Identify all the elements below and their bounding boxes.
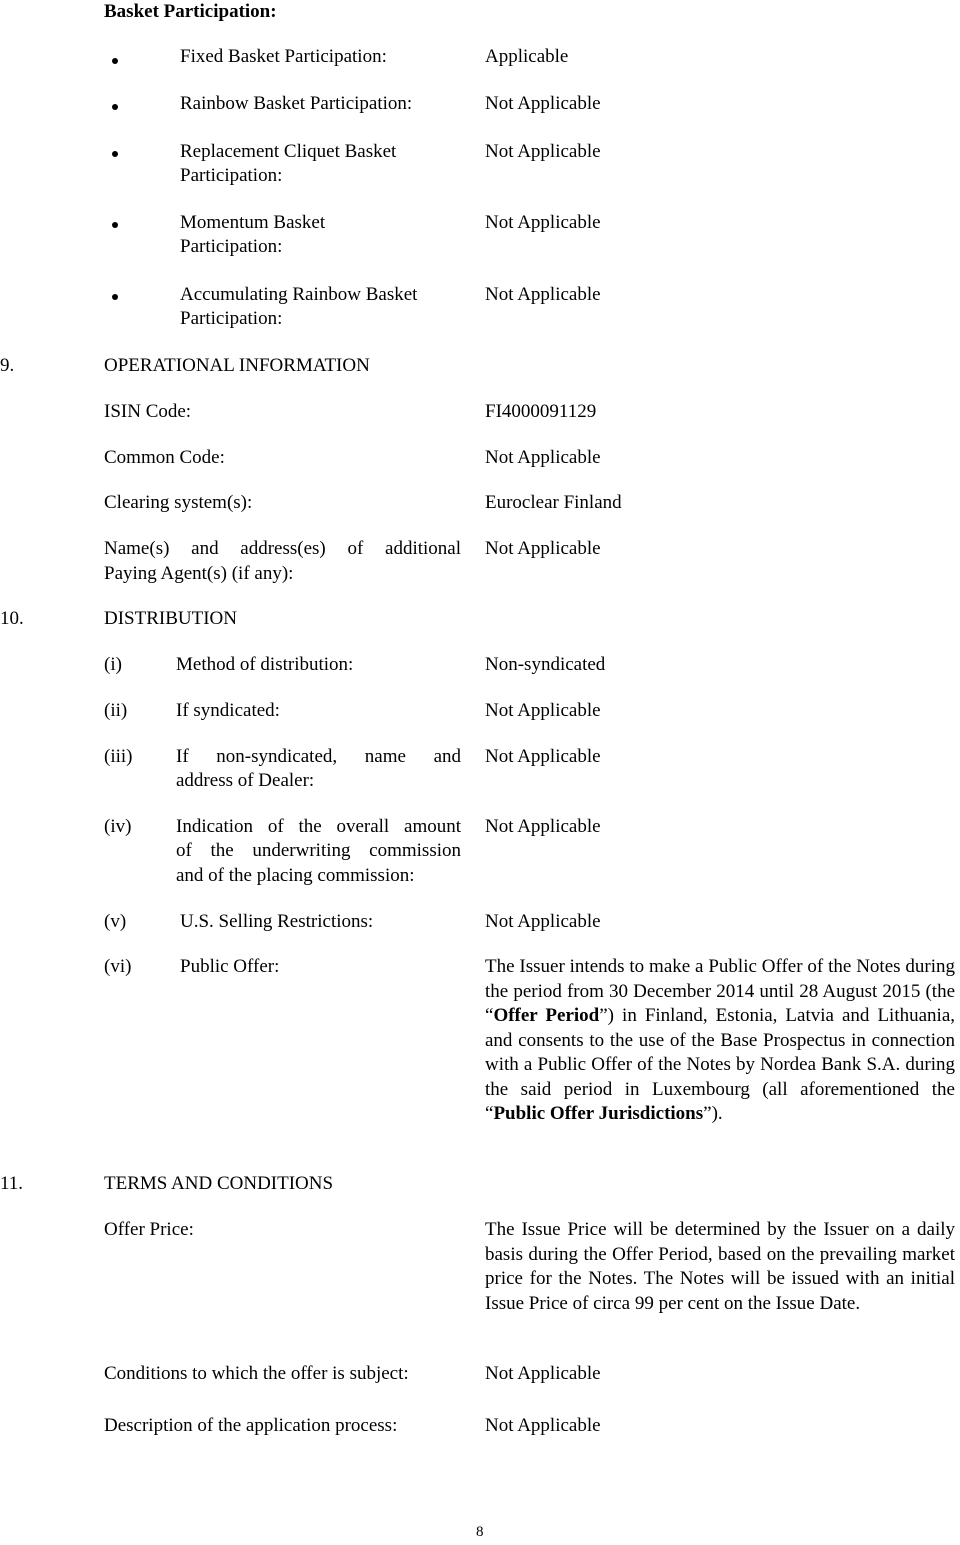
basket-participation-heading: Basket Participation: [104, 1, 277, 22]
if-syndicated-value: Not Applicable [485, 700, 601, 721]
common-code-value: Not Applicable [485, 447, 601, 468]
paying-agent-label-line2: Paying Agent(s) (if any): [104, 563, 294, 584]
item-iv-number: (iv) [104, 816, 132, 837]
bullet-icon [112, 222, 118, 228]
public-offer-text: The Issuer intends to make a Public Offer of the Notes during the period from 30 December 2014 until 28 August 2015 (the “Offer Period”) in Finland, Estonia, Latvia and Lithuania, and consents to the use of the Base Prospectus in connection with a Public Offer of the Notes by Nordea Bank S.A. during the said period in Luxembourg (all aforementioned the “Public Offer Jurisdictions”). [485, 956, 956, 1124]
paying-agent-label-line1: Name(s) and address(es) of additional [104, 538, 461, 559]
us-selling-restrictions-value: Not Applicable [485, 911, 601, 932]
bullet-icon [112, 104, 118, 110]
non-syndicated-value: Not Applicable [485, 746, 601, 767]
item-iii-number: (iii) [104, 746, 133, 767]
fixed-basket-value: Applicable [485, 46, 569, 67]
page-number: 8 [476, 1524, 484, 1540]
conditions-label: Conditions to which the offer is subject: [104, 1363, 409, 1384]
item-i-number: (i) [104, 654, 122, 675]
us-selling-restrictions-label: U.S. Selling Restrictions: [180, 911, 374, 932]
common-code-label: Common Code: [104, 447, 225, 468]
bullet-icon [112, 294, 118, 300]
momentum-basket-label-line2: Participation: [180, 236, 283, 257]
method-of-distribution-label: Method of distribution: [176, 654, 354, 675]
public-offer-jurisdictions-term: Public Offer Jurisdictions [493, 1103, 704, 1124]
clearing-system-value: Euroclear Finland [485, 492, 622, 513]
paying-agent-value: Not Applicable [485, 538, 601, 559]
offer-price-text: The Issue Price will be determined by the Issuer on a daily basis during the Offer Period, based on the prevailing market price for the Notes. The Notes will be issued with an initial Issue Price of circa 99 per cent on the Issue Date. [485, 1219, 955, 1314]
application-process-label: Description of the application process: [104, 1415, 398, 1436]
commission-label-line1: Indication of the overall amount [176, 816, 461, 837]
section-10-heading: DISTRIBUTION [104, 608, 237, 629]
momentum-basket-value: Not Applicable [485, 212, 601, 233]
bullet-icon [112, 58, 118, 64]
replacement-cliquet-label-line2: Participation: [180, 165, 283, 186]
bullet-icon [112, 151, 118, 157]
section-11-heading: TERMS AND CONDITIONS [104, 1173, 334, 1194]
item-ii-number: (ii) [104, 700, 128, 721]
accumulating-rainbow-label-line1: Accumulating Rainbow Basket [180, 284, 418, 305]
fixed-basket-label: Fixed Basket Participation: [180, 46, 387, 67]
momentum-basket-label-line1: Momentum Basket [180, 212, 326, 233]
offer-price-label: Offer Price: [104, 1219, 194, 1240]
rainbow-basket-value: Not Applicable [485, 93, 601, 114]
non-syndicated-label-line2: address of Dealer: [176, 770, 315, 791]
item-vi-number: (vi) [104, 956, 132, 977]
isin-code-value: FI4000091129 [485, 401, 597, 422]
isin-code-label: ISIN Code: [104, 401, 192, 422]
item-v-number: (v) [104, 911, 127, 932]
section-9-heading: OPERATIONAL INFORMATION [104, 355, 370, 376]
application-process-value: Not Applicable [485, 1415, 601, 1436]
commission-value: Not Applicable [485, 816, 601, 837]
replacement-cliquet-label-line1: Replacement Cliquet Basket [180, 141, 397, 162]
replacement-cliquet-value: Not Applicable [485, 141, 601, 162]
method-of-distribution-value: Non-syndicated [485, 654, 606, 675]
commission-label-line2: of the underwriting commission [176, 840, 461, 861]
clearing-system-label: Clearing system(s): [104, 492, 253, 513]
conditions-value: Not Applicable [485, 1363, 601, 1384]
offer-period-term: Offer Period [493, 1005, 600, 1026]
section-9-number: 9. [0, 355, 15, 376]
accumulating-rainbow-value: Not Applicable [485, 284, 601, 305]
if-syndicated-label: If syndicated: [176, 700, 280, 721]
non-syndicated-label-line1: If non-syndicated, name and [176, 746, 461, 767]
commission-label-line3: and of the placing commission: [176, 865, 415, 886]
rainbow-basket-label: Rainbow Basket Participation: [180, 93, 413, 114]
section-10-number: 10. [0, 608, 24, 629]
public-offer-label: Public Offer: [180, 956, 280, 977]
section-11-number: 11. [0, 1173, 24, 1194]
accumulating-rainbow-label-line2: Participation: [180, 308, 283, 329]
